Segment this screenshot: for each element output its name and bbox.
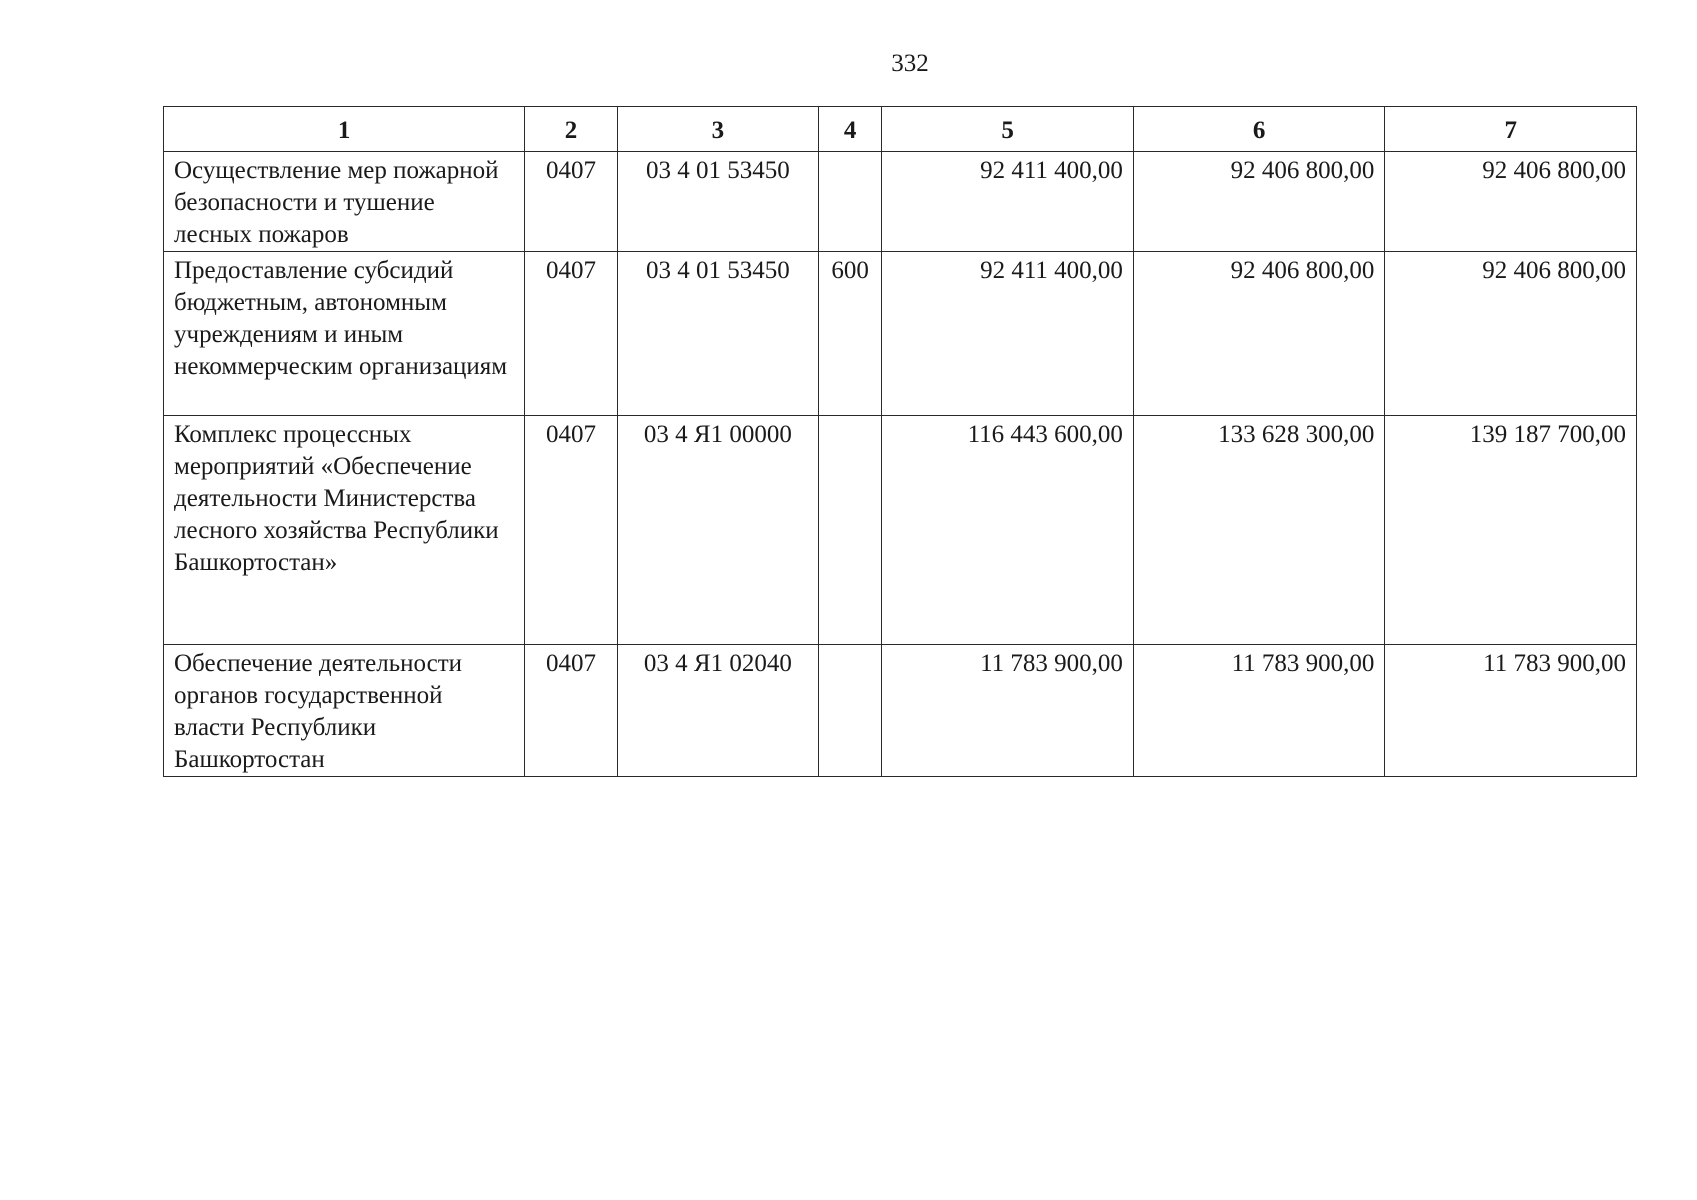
column-header: 4 [818,107,881,152]
column-header: 2 [525,107,618,152]
row-section-code: 0407 [525,152,618,252]
row-amount-2: 92 406 800,00 [1133,252,1385,416]
row-amount-2: 11 783 900,00 [1133,645,1385,777]
row-section-code: 0407 [525,416,618,645]
column-header: 3 [617,107,818,152]
row-target-code: 03 4 01 53450 [617,152,818,252]
row-section-code: 0407 [525,252,618,416]
row-name: Предоставление субсидий бюджетным, автономным учреждениям и иным некоммерческим организациям [164,252,525,416]
column-header: 7 [1385,107,1637,152]
row-target-code: 03 4 Я1 02040 [617,645,818,777]
row-expense-type [818,416,881,645]
row-name: Обеспечение деятельности органов государственной власти Республики Башкортостан [164,645,525,777]
column-header: 1 [164,107,525,152]
table-row [164,152,1637,252]
table-row [164,645,1637,777]
row-amount-2: 92 406 800,00 [1133,152,1385,252]
row-amount-1: 92 411 400,00 [882,252,1134,416]
row-target-code: 03 4 01 53450 [617,252,818,416]
table-row [164,416,1637,645]
row-section-code: 0407 [525,645,618,777]
row-amount-3: 139 187 700,00 [1385,416,1637,645]
row-expense-type [818,645,881,777]
row-target-code: 03 4 Я1 00000 [617,416,818,645]
column-header: 5 [882,107,1134,152]
row-amount-1: 92 411 400,00 [882,152,1134,252]
row-amount-1: 11 783 900,00 [882,645,1134,777]
budget-table [163,106,1637,777]
row-name: Осуществление мер пожарной безопасности и тушение лесных пожаров [164,152,525,252]
table-row [164,252,1637,416]
row-amount-3: 92 406 800,00 [1385,152,1637,252]
row-amount-3: 92 406 800,00 [1385,252,1637,416]
row-amount-1: 116 443 600,00 [882,416,1134,645]
row-expense-type: 600 [818,252,881,416]
table-header-row [164,107,1637,152]
row-expense-type [818,152,881,252]
column-header: 6 [1133,107,1385,152]
page-number: 332 [891,50,929,77]
row-amount-3: 11 783 900,00 [1385,645,1637,777]
row-amount-2: 133 628 300,00 [1133,416,1385,645]
row-name: Комплекс процессных мероприятий «Обеспечение деятельности Министерства лесного хозяйства Республики Башкортостан» [164,416,525,645]
